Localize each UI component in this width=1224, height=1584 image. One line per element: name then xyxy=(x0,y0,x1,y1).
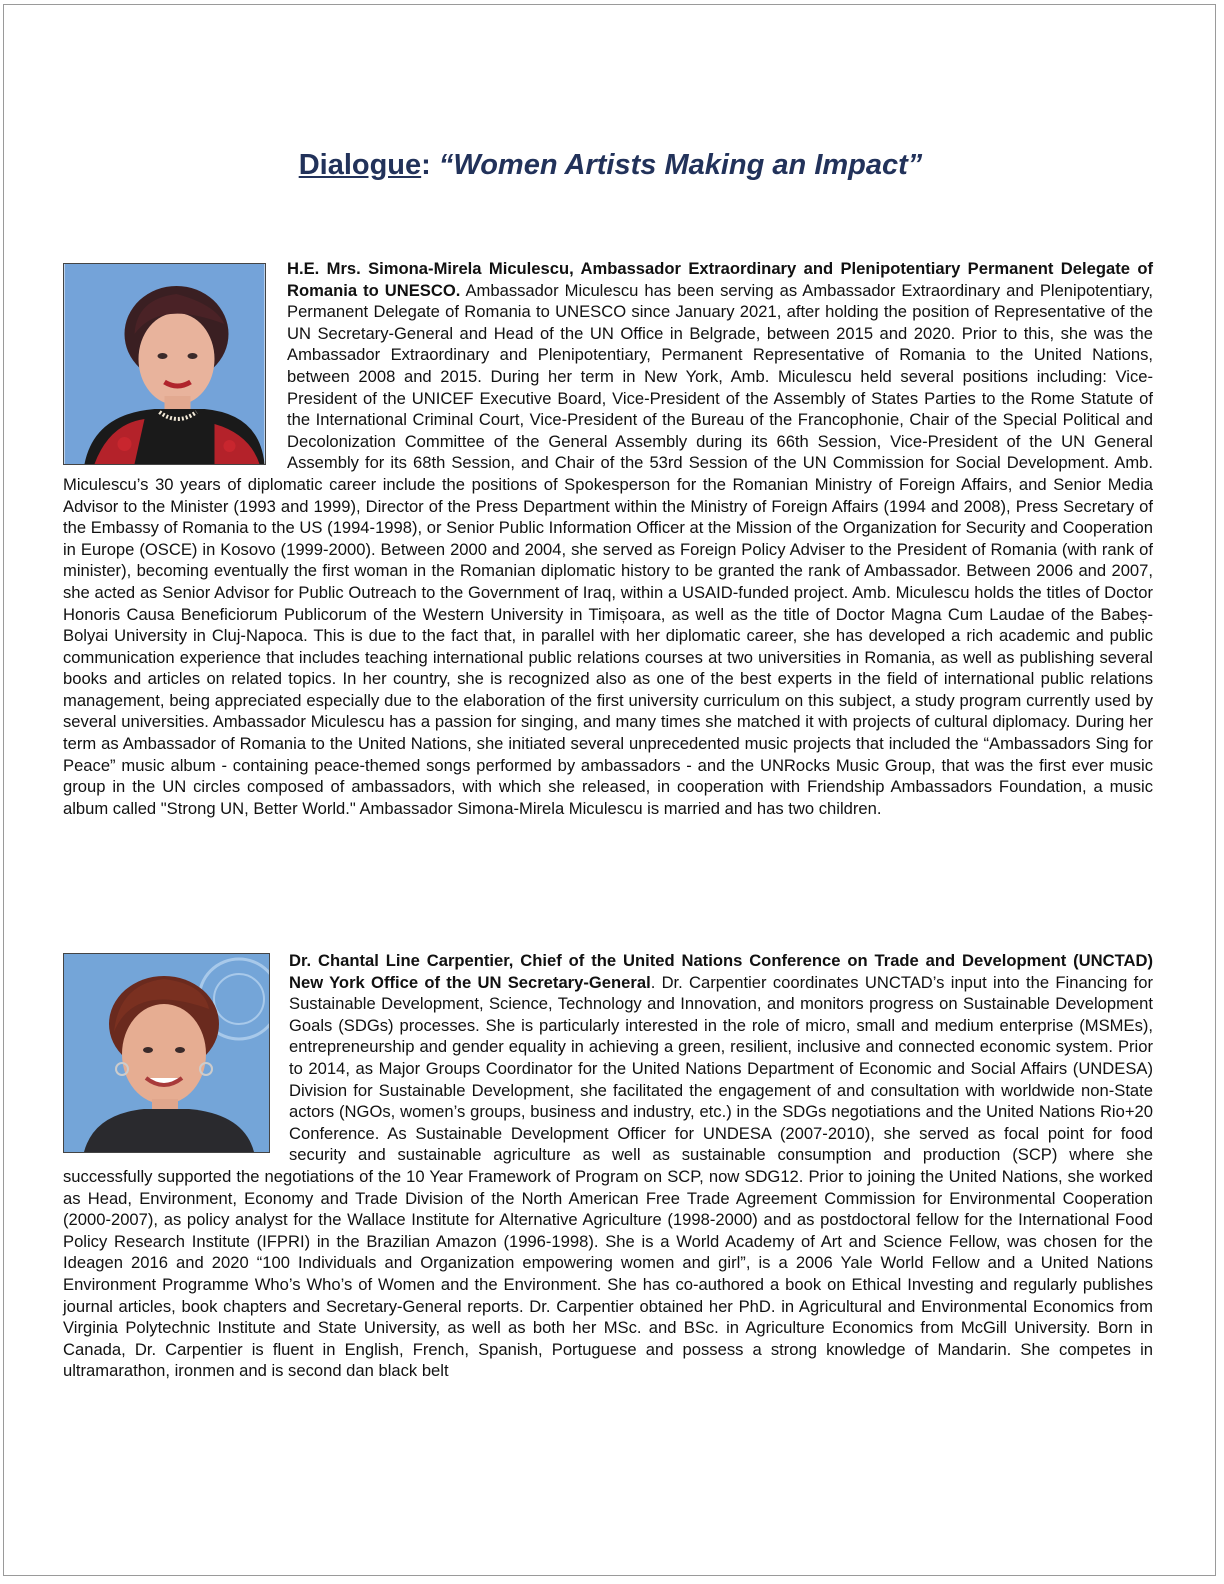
page-title xyxy=(4,145,1217,185)
bio-carpentier-body: . Dr. Carpentier coordinates UNCTAD’s input into the Financing for Sustainable Development, Science, Technology and Innovation, and monitors progress on Sustainable Development Goals (SDGs) processes. She is particularly interested in the role of micro, small and medium enterprise (MSMEs), entrepreneurship and gender equality in achieving a green, resilient, inclusive and connected economic system. Prior to 2014, as Major Groups Coordinator for the United Nations Department of Economic and Social Affairs (UNDESA) Division for Sustainable Development, she facilitated the engagement of and consultation with worldwide non-State actors (NGOs, women’s groups, business and industry, etc.) in the SDGs negotiations and the United Nations Rio+20 Conference. As Sustainable Development Officer for UNDESA (2007-2010), she served as focal point for food security and sustainable agriculture as well as sustainable consumption and production (SCP) where she successfully supported the negotiations of the 10 Year Framework of Program on SCP, now SDG12. Prior to joining the United Nations, she worked as Head, Environment, Economy and Trade Division of the North American Free Trade Agreement Commission for Environmental Cooperation (2000-2007), as policy analyst for the Wallace Institute for Alternative Agriculture (1998-2000) and as postdoctoral fellow for the International Food Policy Research Institute (IFPRI) in the Brazilian Amazon (1996-1998). She is a World Academy of Art and Science Fellow, was chosen for the Ideagen 2016 and 2020 “100 Individuals and Organization empowering women and girl”, is a 2006 Yale World Fellow and a United Nations Environment Programme Who’s Who’s of Women and the Environment. She has co-authored a book on Ethical Investing and regularly publishes journal articles, book chapters and Secretary-General reports. Dr. Carpentier obtained her PhD. in Agricultural and Environmental Economics from Virginia Polytechnic Institute and State University, as well as both her MSc. and BSc. in Agriculture Economics from McGill University. Born in Canada, Dr. Carpentier is fluent in English, French, Spanish, Portuguese and possess a strong knowledge of Mandarin. She competes in ultramarathon, ironmen and is second dan black belt xyxy=(63,972,1153,1381)
portrait-photo-miculescu xyxy=(63,263,266,465)
page-frame xyxy=(3,4,1216,1576)
bio-carpentier-name: Dr. Chantal Line Carpentier, Chief of the United Nations Conference on Trade and Development (UNCTAD) New York Office of the UN Secretary-General xyxy=(289,951,1153,992)
portrait-carpentier-image xyxy=(64,954,269,1152)
title-quote: “Women Artists Making an Impact” xyxy=(438,149,923,181)
portrait-miculescu-image xyxy=(64,264,265,464)
bio-carpentier xyxy=(63,950,1153,1382)
bio-miculescu-name: H.E. Mrs. Simona-Mirela Miculescu, Ambassador Extraordinary and Plenipotentiary Permanent Delegate of Romania to UNESCO. xyxy=(287,259,1153,300)
portrait-photo-carpentier xyxy=(63,953,270,1153)
bio-miculescu xyxy=(63,258,1153,819)
title-colon: : xyxy=(421,149,439,181)
bio-miculescu-body: Ambassador Miculescu has been serving as Ambassador Extraordinary and Plenipotentiary, Permanent Delegate of Romania to UNESCO since January 2021, after holding the position of Representative of the UN Secretary-General and Head of the UN Office in Belgrade, between 2015 and 2020. Prior to this, she was the Ambassador Extraordinary and Plenipotentiary, Permanent Representative of Romania to the United Nations, between 2008 and 2015. During her term in New York, Amb. Miculescu held several positions including: Vice-President of the UNICEF Executive Board, Vice-President of the Assembly of States Parties to the Rome Statute of the International Criminal Court, Vice-President of the Bureau of the Francophonie, Chair of the Special Political and Decolonization Committee of the General Assembly during its 66th Session, Vice-President of the UN General Assembly for its 68th Session, and Chair of the 53rd Session of the UN Commission for Social Development. Amb. Miculescu’s 30 years of diplomatic career include the positions of Spokesperson for the Romanian Ministry of Foreign Affairs, and Senior Media Advisor to the Minister (1993 and 1999), Director of the Press Department within the Ministry of Foreign Affairs (1994 and 2008), Press Secretary of the Embassy of Romania to the US (1994-1998), or Senior Public Information Officer at the Mission of the Organization for Security and Cooperation in Europe (OSCE) in Kosovo (1999-2000). Between 2000 and 2004, she served as Foreign Policy Adviser to the President of Romania (with rank of minister), becoming eventually the first woman in the Romanian diplomatic history to be granted the rank of Ambassador. Between 2006 and 2007, she acted as Senior Advisor for Public Outreach to the Government of Iraq, within a USAID-funded project. Amb. Miculescu holds the titles of Doctor Honoris Causa Beneficiorum Publicorum of the Western University in Timișoara, as well as the title of Doctor Magna Cum Laudae of the Babeș-Bolyai University in Cluj-Napoca. This is due to the fact that, in parallel with her diplomatic career, she has developed a rich academic and public communication experience that includes teaching international public relations courses at two universities in Romania, as well as publishing several books and articles on related topics. In her country, she is recognized also as one of the best experts in the field of international public relations management, being appreciated especially due to the elaboration of the first university curriculum on this subject, a study program currently used by several universities. Ambassador Miculescu has a passion for singing, and many times she matched it with projects of cultural diplomacy. During her term as Ambassador of Romania to the United Nations, she initiated several unprecedented music projects that included the “Ambassadors Sing for Peace” music album - containing peace-themed songs performed by ambassadors - and the UNRocks Music Group, that was the first ever music group in the UN circles composed of ambassadors, with which she released, in cooperation with Friendship Ambassadors Foundation, a music album called "Strong UN, Better World." Ambassador Simona-Mirela Miculescu is married and has two children. xyxy=(63,280,1153,818)
title-prefix: Dialogue xyxy=(298,149,422,181)
